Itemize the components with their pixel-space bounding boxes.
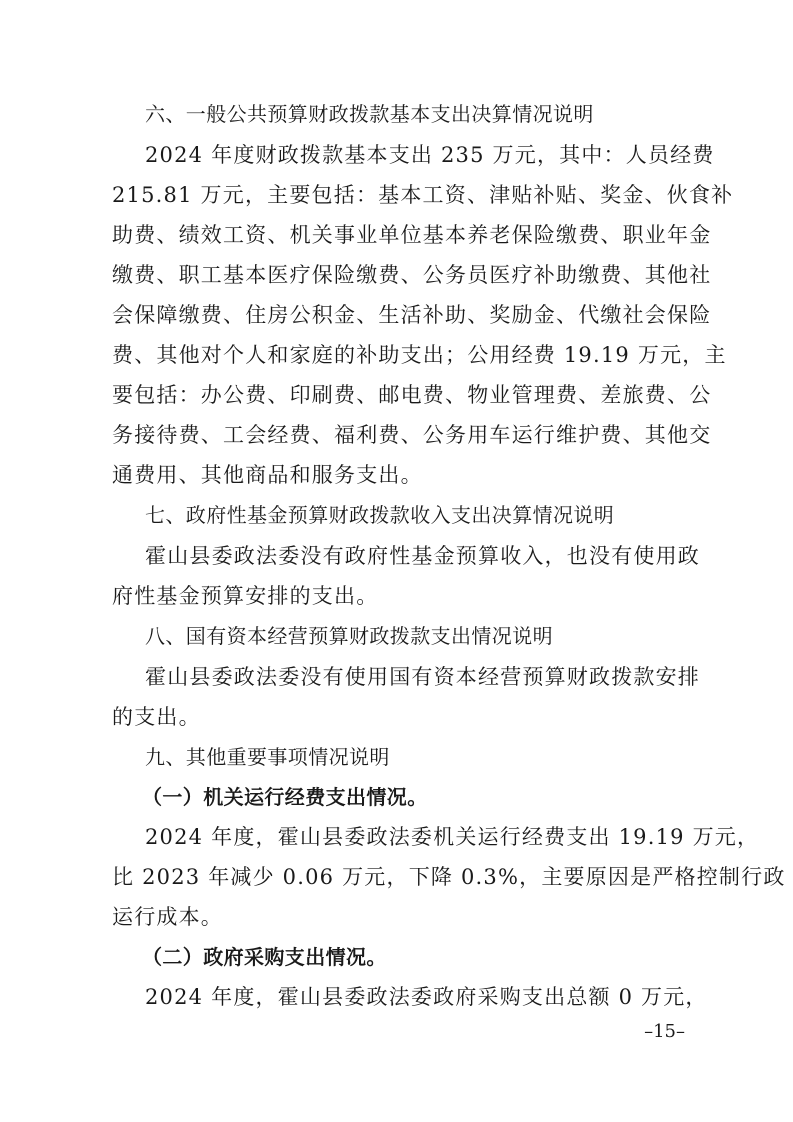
section-8-line-2: 的支出。 <box>112 705 201 729</box>
section-6-line-2: 215.81 万元，主要包括：基本工资、津贴补贴、奖金、伙食补 <box>112 183 734 207</box>
section-6-line-8: 务接待费、工会经费、福利费、公务用车运行维护费、其他交 <box>112 423 712 447</box>
section-6-line-1: 2024 年度财政拨款基本支出 235 万元，其中：人员经费 <box>145 143 715 167</box>
subsection-2-heading: （二）政府采购支出情况。 <box>142 945 387 969</box>
subsection-1-line-2: 比 2023 年减少 0.06 万元，下降 0.3%，主要原因是严格控制行政 <box>112 865 786 889</box>
page-number: –15– <box>644 1021 685 1042</box>
section-8-line-1: 霍山县委政法委没有使用国有资本经营预算财政拨款安排 <box>145 665 700 689</box>
subsection-2-line-1: 2024 年度，霍山县委政法委政府采购支出总额 0 万元， <box>145 985 708 1009</box>
subsection-1-line-1: 2024 年度，霍山县委政法委机关运行经费支出 19.19 万元， <box>145 825 760 849</box>
section-7-line-1: 霍山县委政法委没有政府性基金预算收入，也没有使用政 <box>145 544 700 568</box>
section-6-line-3: 助费、绩效工资、机关事业单位基本养老保险缴费、职业年金 <box>112 223 712 247</box>
section-7-heading: 七、政府性基金预算财政拨款收入支出决算情况说明 <box>145 503 615 527</box>
section-6-line-9: 通费用、其他商品和服务支出。 <box>112 463 423 487</box>
subsection-1-heading: （一）机关运行经费支出情况。 <box>142 785 428 809</box>
section-8-heading: 八、国有资本经营预算财政拨款支出情况说明 <box>145 624 553 648</box>
section-9-heading: 九、其他重要事项情况说明 <box>145 745 390 769</box>
subsection-1-line-3: 运行成本。 <box>112 905 223 929</box>
section-6-line-7: 要包括：办公费、印刷费、邮电费、物业管理费、差旅费、公 <box>112 383 712 407</box>
section-6-line-5: 会保障缴费、住房公积金、生活补助、奖励金、代缴社会保险 <box>112 303 712 327</box>
section-6-heading: 六、一般公共预算财政拨款基本支出决算情况说明 <box>145 102 594 126</box>
section-6-line-6: 费、其他对个人和家庭的补助支出；公用经费 19.19 万元，主 <box>112 343 727 367</box>
section-7-line-2: 府性基金预算安排的支出。 <box>112 584 379 608</box>
section-6-line-4: 缴费、职工基本医疗保险缴费、公务员医疗补助缴费、其他社 <box>112 263 712 287</box>
